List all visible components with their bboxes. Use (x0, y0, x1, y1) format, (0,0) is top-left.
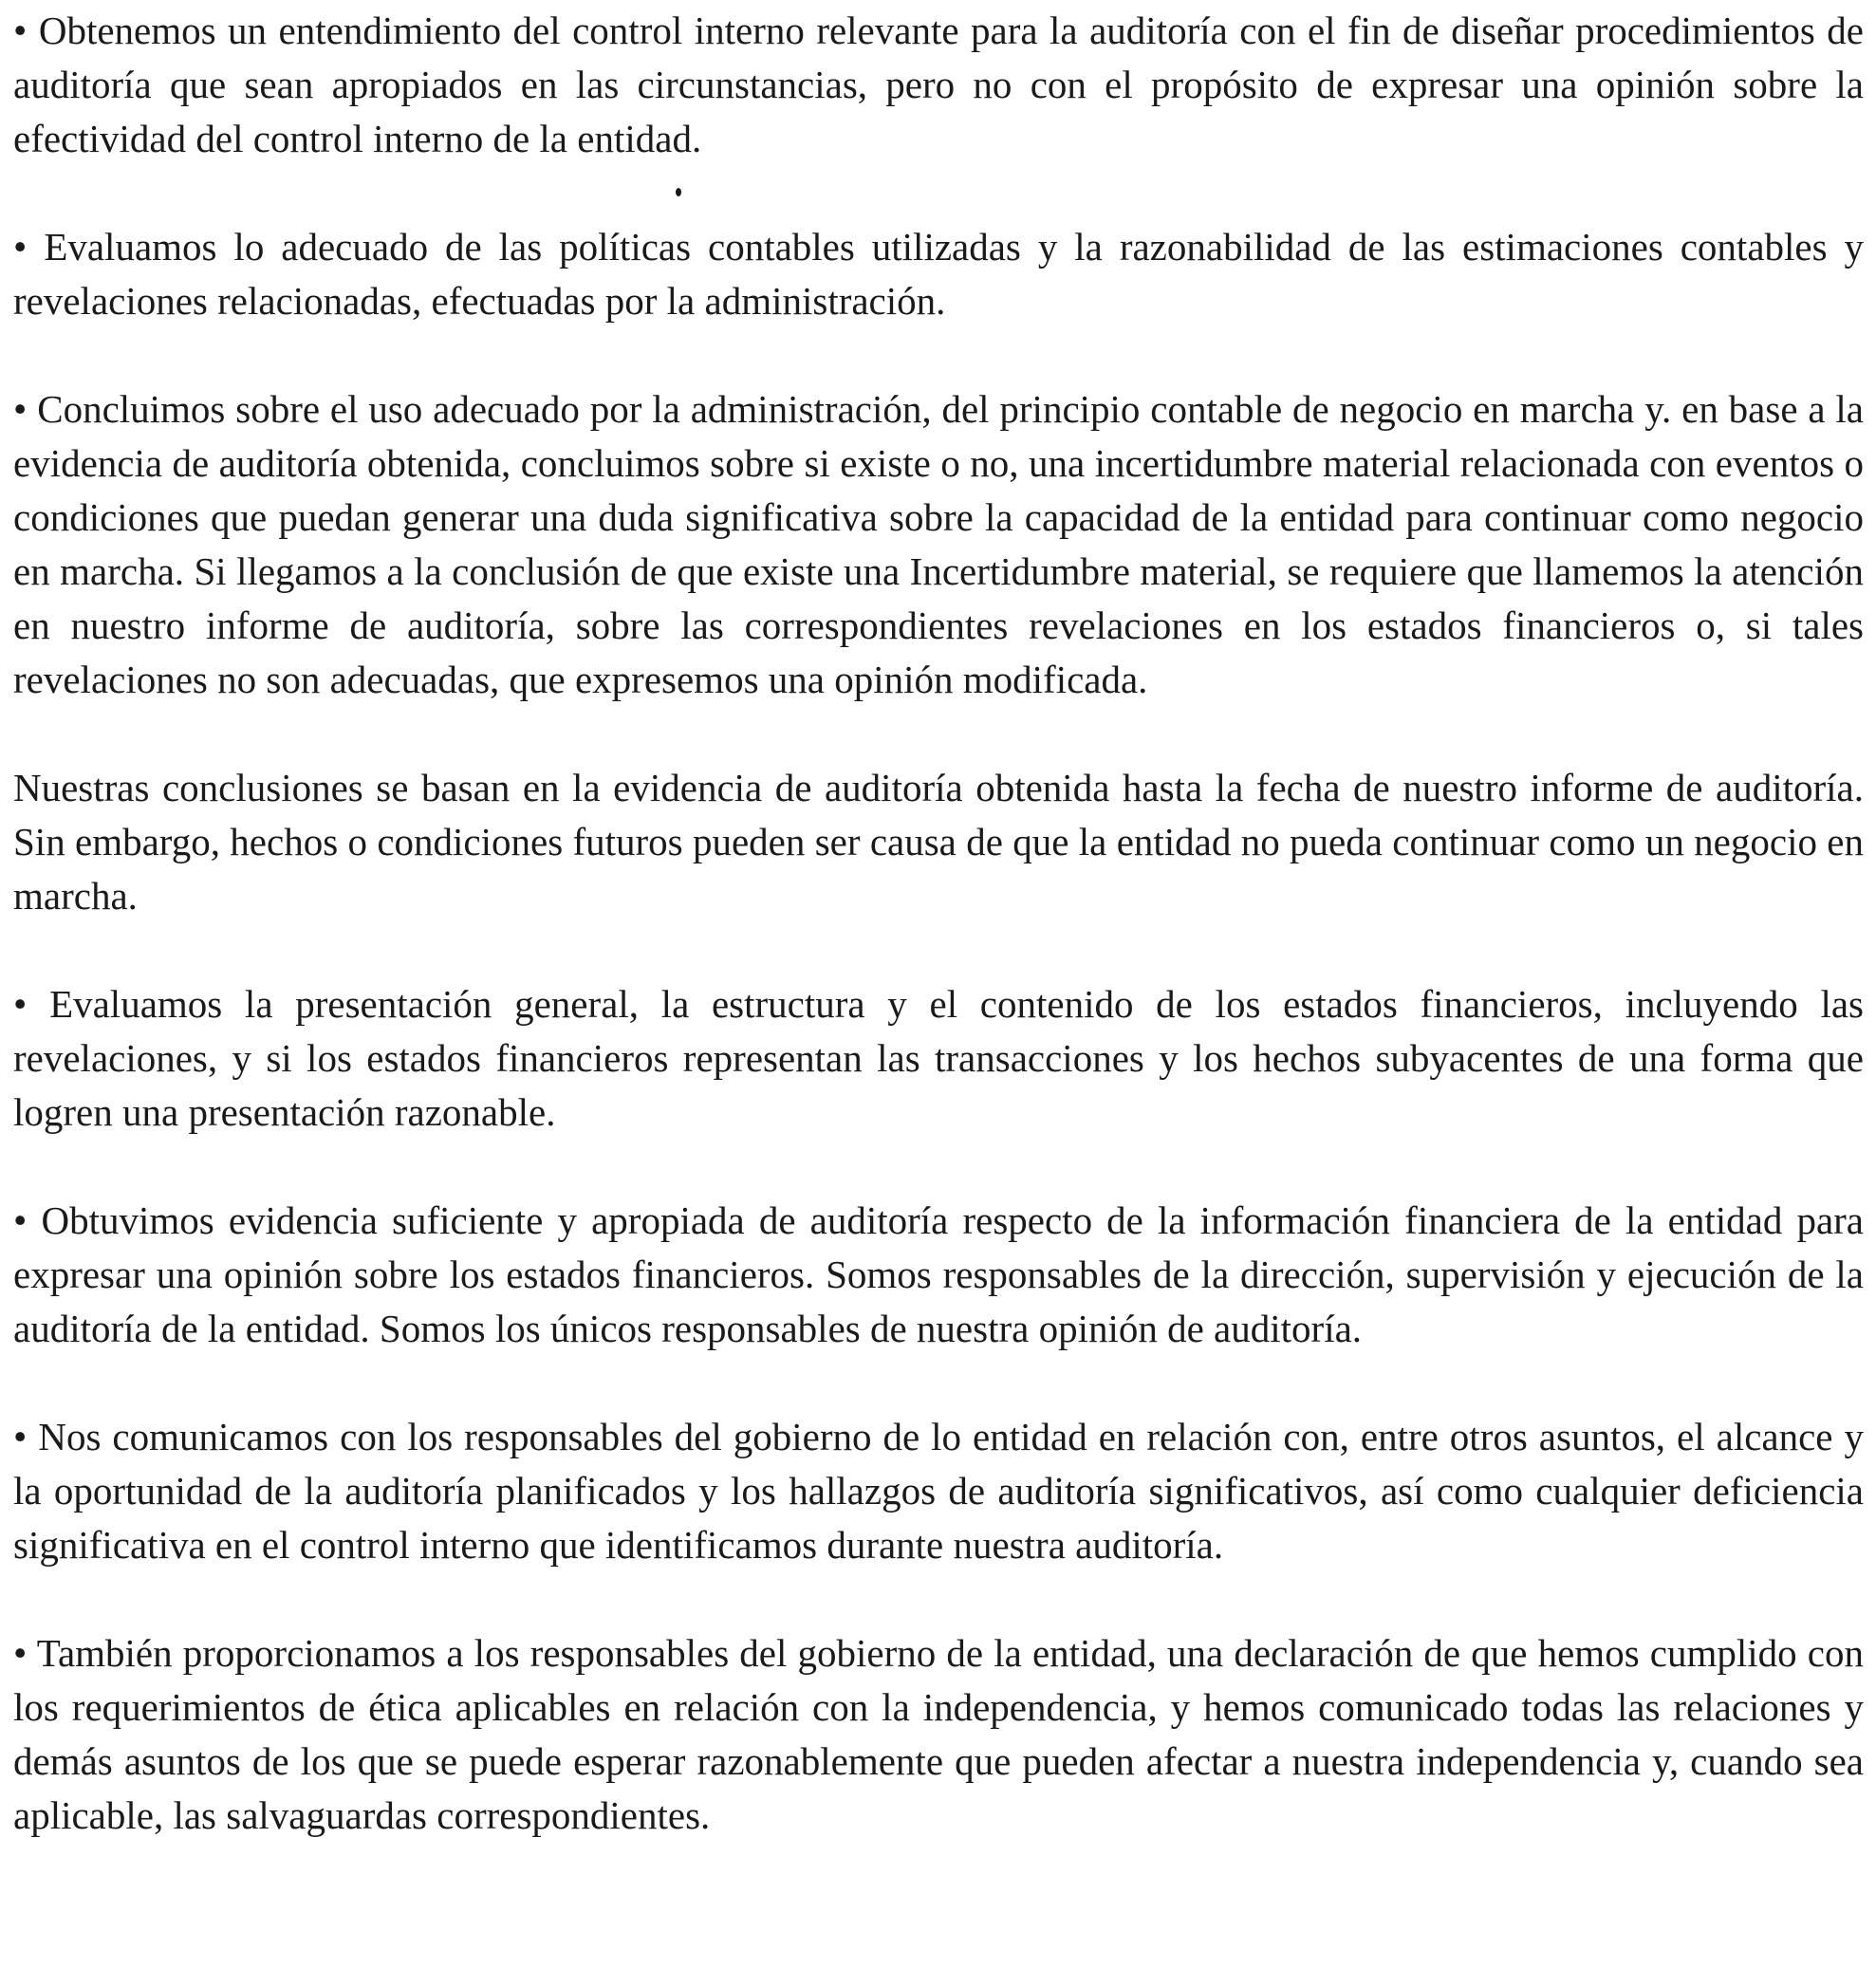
bullet-icon: • (13, 1198, 28, 1242)
bullet-icon: • (13, 225, 28, 269)
paragraph-text: También proporcionamos a los responsables del gobierno de la entidad, una declaración de que hemos cumplido con los requerimientos de ética aplicables en relación con la independencia, y hemos comunicado todas las relaciones y demás asuntos de los que se puede esperar razonablemente que pueden afectar a nuestra independencia y, cuando sea aplicable, las salvaguardas correspondientes. (13, 1631, 1864, 1837)
paragraph-text: Concluimos sobre el uso adecuado por la administración, del principio contable de negocio en marcha y. en base a la evidencia de auditoría obtenida, concluimos sobre si existe o no, una incertidumbre material relacionada con eventos o condiciones que puedan generar una duda significativa sobre la capacidad de la entidad para continuar como negocio en marcha. Si llegamos a la conclusión de que existe una Incertidumbre material, se requiere que llamemos la atención en nuestro informe de auditoría, sobre las correspondientes revelaciones en los estados financieros o, si tales revelaciones no son adecuadas, que expresemos una opinión modificada. (13, 387, 1865, 701)
paragraph-control-interno (13, 4, 1864, 166)
paragraph-text: Evaluamos lo adecuado de las políticas contables utilizadas y la razonabilidad de las estimaciones contables y revelaciones relacionadas, efectuadas por la administración. (13, 225, 1865, 323)
paragraph-politicas-contables (13, 220, 1864, 328)
paragraph-text: Nos comunicamos con los responsables del gobierno de lo entidad en relación con, entre otros asuntos, el alcance y la oportunidad de la auditoría planificados y los hallazgos de auditoría significativos, así como cualquier deficiencia significativa en el control interno que identificamos durante nuestra auditoría. (13, 1415, 1864, 1567)
bullet-icon: • (13, 9, 28, 52)
paragraph-text: Obtuvimos evidencia suficiente y apropiada de auditoría respecto de la información financiera de la entidad para expresar una opinión sobre los estados financieros. Somos responsables de la dirección, supervisión y ejecución de la auditoría de la entidad. Somos los únicos responsables de nuestra opinión de auditoría. (13, 1198, 1864, 1350)
paragraph-text: Obtenemos un entendimiento del control interno relevante para la auditoría con el fin de diseñar procedimientos de auditoría que sean apropiados en las circunstancias, pero no con el propósito de expresar una opinión sobre la efectividad del control interno de la entidad. (13, 9, 1865, 160)
bullet-icon: • (13, 387, 28, 431)
paragraph-presentacion-general (13, 977, 1864, 1140)
paragraph-evidencia-suficiente (13, 1194, 1864, 1356)
scan-speck (676, 188, 681, 196)
paragraph-text: Evaluamos la presentación general, la estructura y el contenido de los estados financieros, incluyendo las revelaciones, y si los estados financieros representan las transacciones y los hechos subyacentes de una forma que logren una presentación razonable. (13, 982, 1865, 1134)
bullet-icon: • (13, 1415, 28, 1458)
paragraph-nuestras-conclusiones (13, 761, 1864, 923)
paragraph-text: Nuestras conclusiones se basan en la evidencia de auditoría obtenida hasta la fecha de nuestro informe de auditoría. Sin embargo, hechos o condiciones futuros pueden ser causa de que la entidad no pueda continuar como un negocio en marcha. (13, 766, 1864, 918)
paragraph-negocio-en-marcha (13, 382, 1864, 707)
document-page (13, 4, 1864, 1843)
paragraph-comunicacion-gobierno (13, 1410, 1864, 1572)
bullet-icon: • (13, 982, 28, 1026)
bullet-icon: • (13, 1631, 28, 1675)
paragraph-independencia (13, 1626, 1864, 1843)
